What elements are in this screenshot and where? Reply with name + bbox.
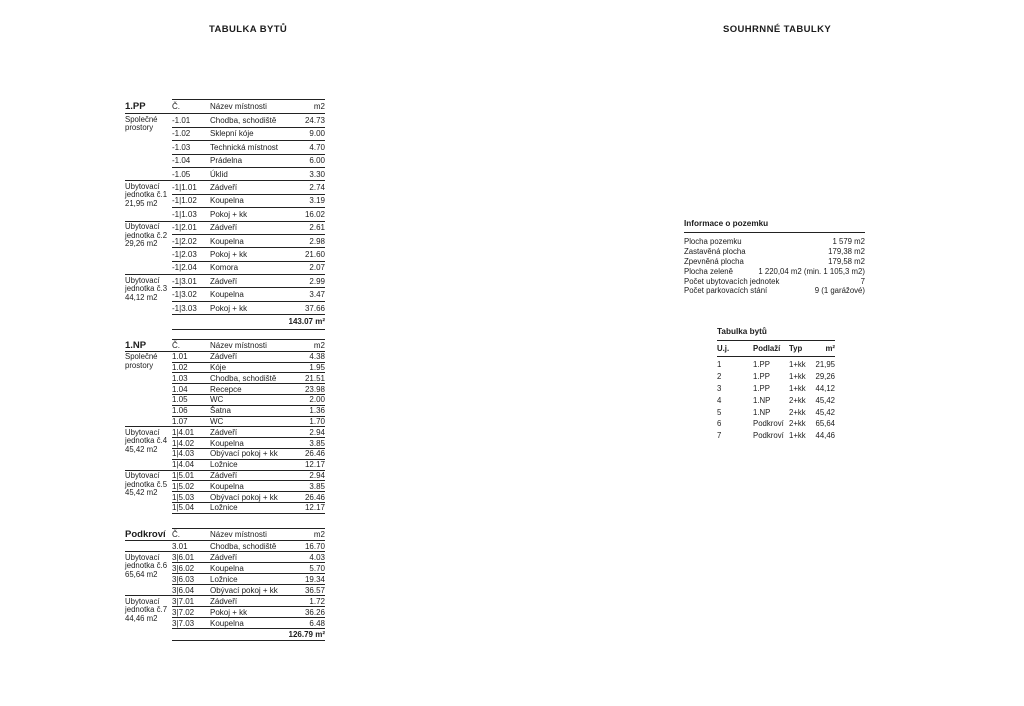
unit-area: 29,26 [815, 372, 835, 382]
room-number: 3|6.03 [172, 574, 195, 584]
room-name: WC [210, 416, 224, 426]
floor-name: Podkroví [125, 529, 166, 541]
page-title-summary: SOUHRNNÉ TABULKY [723, 24, 832, 35]
room-row [172, 222, 325, 235]
room-row [172, 248, 325, 261]
room-area: 2.94 [309, 470, 325, 480]
room-area: 37.66 [304, 303, 325, 313]
room-number: 1|5.01 [172, 470, 195, 480]
room-area: 1.72 [309, 596, 325, 606]
room-row [172, 406, 325, 417]
land-info-label: Plocha pozemku [684, 237, 742, 247]
section-label [125, 275, 172, 314]
room-number: -1|1.02 [172, 196, 197, 206]
col-header-type: Typ [789, 344, 803, 353]
room-number: 1|5.02 [172, 481, 195, 491]
section-label-line: Společné [125, 352, 158, 362]
room-number: 3|7.01 [172, 596, 195, 606]
room-row [172, 168, 325, 180]
land-info-label: Zpevněná plocha [684, 256, 744, 266]
room-row [172, 503, 325, 513]
room-area: 2.07 [309, 263, 325, 273]
room-name: Technická místnost [210, 142, 279, 152]
room-number: -1|3.03 [172, 303, 197, 313]
room-area: 1.70 [309, 416, 325, 426]
land-info-row [684, 276, 865, 286]
room-number: -1.02 [172, 129, 191, 139]
room-number: 1.07 [172, 416, 188, 426]
unit-area: 44,12 [815, 383, 835, 393]
room-row [172, 471, 325, 482]
room-area: 4.03 [309, 552, 325, 562]
room-section [125, 470, 325, 513]
section-label-line: Ubytovací [125, 275, 160, 285]
room-area: 12.17 [304, 503, 325, 513]
room-row [172, 460, 325, 470]
section-label-line: prostory [125, 360, 154, 370]
col-header-number: Č. [172, 102, 180, 112]
room-area: 4.38 [309, 352, 325, 362]
section-label-line: Ubytovací [125, 552, 160, 562]
col-header-room-name: Název místnosti [210, 102, 267, 112]
room-number: 3|6.04 [172, 585, 195, 595]
section-label-line: Ubytovací [125, 471, 160, 481]
land-info-value: 179,58 m2 [828, 256, 865, 266]
room-section [125, 274, 325, 314]
room-area: 21.51 [304, 373, 325, 383]
unit-area: 65,64 [815, 419, 835, 429]
room-number: 3.01 [172, 541, 188, 551]
unit-storey: 1.PP [753, 360, 770, 370]
room-number: -1|1.01 [172, 183, 197, 193]
col-header-unit: U.j. [717, 344, 730, 353]
room-name: Kóje [210, 362, 227, 372]
room-row [172, 141, 325, 154]
land-info-value: 179,38 m2 [828, 247, 865, 257]
unit-type: 1+kk [789, 372, 806, 382]
room-area: 23.98 [304, 384, 325, 394]
units-table-title: Tabulka bytů [717, 327, 835, 341]
unit-storey: 1.PP [753, 383, 770, 393]
room-area: 2.74 [309, 183, 325, 193]
room-area: 26.46 [304, 492, 325, 502]
section-label [125, 114, 172, 180]
units-table-rows [717, 359, 835, 442]
room-number: 1|5.04 [172, 503, 195, 513]
room-name: Obývací pokoj + kk [210, 449, 278, 459]
room-area: 3.30 [309, 169, 325, 179]
room-area: 36.57 [304, 585, 325, 595]
room-area: 21.60 [304, 249, 325, 259]
room-number: 1|5.03 [172, 492, 195, 502]
room-section [125, 551, 325, 595]
section-label-line: 29,26 m2 [125, 239, 158, 249]
col-header-number: Č. [172, 340, 180, 350]
room-number: -1.05 [172, 169, 191, 179]
unit-number: 1 [717, 360, 722, 370]
room-row [172, 181, 325, 194]
unit-row [717, 371, 835, 383]
unit-type: 1+kk [789, 360, 806, 370]
room-row [172, 128, 325, 141]
room-area: 3.19 [309, 196, 325, 206]
section-rows [172, 222, 325, 275]
column-headers [172, 528, 325, 540]
room-section [125, 541, 325, 551]
room-number: 1.05 [172, 395, 188, 405]
section-label [125, 471, 172, 513]
room-name: Zádveří [210, 470, 238, 480]
units-table-header [717, 341, 835, 357]
room-area: 3.85 [309, 481, 325, 491]
room-row [172, 373, 325, 384]
room-area: 2.98 [309, 236, 325, 246]
room-area: 36.26 [304, 607, 325, 617]
room-row [172, 449, 325, 460]
land-info-label: Počet parkovacích stání [684, 286, 768, 296]
table-closing-line [172, 513, 325, 514]
col-header-area: m2 [313, 530, 325, 539]
section-label [125, 596, 172, 628]
section-label-line: 65,64 m2 [125, 569, 158, 579]
room-row [172, 262, 325, 274]
room-area: 24.73 [304, 116, 325, 126]
room-area: 12.17 [304, 460, 325, 470]
room-name: Zádveří [210, 596, 238, 606]
section-label-line: Ubytovací [125, 596, 160, 606]
room-name: Koupelna [210, 236, 244, 246]
unit-storey: Podkroví [753, 419, 784, 429]
section-label-line: jednotka č.3 [125, 284, 168, 294]
unit-type: 2+kk [789, 419, 806, 429]
room-name: Pokoj + kk [210, 249, 248, 259]
unit-number: 3 [717, 383, 722, 393]
floor-total-row [172, 628, 325, 641]
room-row [172, 481, 325, 492]
room-name: Chodba, schodiště [210, 373, 277, 383]
room-section [125, 114, 325, 180]
unit-storey: Podkroví [753, 431, 784, 441]
room-section [125, 426, 325, 469]
land-info-title: Informace o pozemku [684, 219, 865, 233]
room-number: -1|2.03 [172, 249, 197, 259]
room-row [172, 384, 325, 395]
room-name: Koupelna [210, 563, 244, 573]
col-header-room-name: Název místnosti [210, 530, 267, 539]
room-area: 9.00 [309, 129, 325, 139]
room-number: 3|7.03 [172, 618, 195, 628]
room-name: Pokoj + kk [210, 209, 248, 219]
room-row [172, 302, 325, 314]
room-number: -1.03 [172, 142, 191, 152]
room-area: 3.85 [309, 438, 325, 448]
room-row [172, 275, 325, 288]
room-row [172, 417, 325, 427]
room-name: Šatna [210, 406, 231, 416]
room-number: 1.04 [172, 384, 188, 394]
section-label [125, 427, 172, 469]
room-row [172, 427, 325, 438]
room-name: Zádveří [210, 223, 238, 233]
column-headers [172, 339, 325, 351]
room-name: Chodba, schodiště [210, 116, 277, 126]
unit-type: 1+kk [789, 383, 806, 393]
room-area: 2.00 [309, 395, 325, 405]
section-label-line: jednotka č.1 [125, 190, 168, 200]
section-label-line: 44,46 m2 [125, 613, 158, 623]
section-rows [172, 114, 325, 180]
room-number: 1.02 [172, 362, 188, 372]
room-row [172, 596, 325, 607]
unit-type: 2+kk [789, 407, 806, 417]
section-label-line: jednotka č.5 [125, 479, 168, 489]
room-number: -1.01 [172, 116, 191, 126]
page-title-apartments: TABULKA BYTŮ [209, 24, 288, 35]
room-row [172, 563, 325, 574]
section-label-line: Společné [125, 114, 158, 124]
col-header-area: m2 [313, 102, 325, 112]
col-header-m2: m² [825, 344, 835, 353]
section-label-line: 45,42 m2 [125, 488, 158, 498]
room-row [172, 235, 325, 248]
land-info-label: Počet ubytovacích jednotek [684, 276, 780, 286]
land-info-row [684, 286, 865, 296]
unit-storey: 1.PP [753, 372, 770, 382]
room-section [125, 180, 325, 220]
land-info-row [684, 257, 865, 267]
room-number: 3|6.01 [172, 552, 195, 562]
unit-storey: 1.NP [753, 407, 771, 417]
unit-number: 4 [717, 395, 722, 405]
room-name: Zádveří [210, 352, 238, 362]
section-rows [172, 352, 325, 427]
room-number: 3|7.02 [172, 607, 195, 617]
section-label-line: 44,12 m2 [125, 292, 158, 302]
room-row [172, 352, 325, 363]
land-info-value: 9 (1 garážové) [814, 286, 865, 296]
unit-area: 45,42 [815, 407, 835, 417]
unit-storey: 1.NP [753, 395, 771, 405]
floor-name: 1.PP [125, 101, 146, 113]
col-header-storey: Podlaží [753, 344, 781, 353]
section-label-line: jednotka č.6 [125, 561, 168, 571]
unit-row [717, 430, 835, 442]
col-header-area: m2 [313, 340, 325, 350]
room-row [172, 574, 325, 585]
room-area: 5.70 [309, 563, 325, 573]
unit-number: 6 [717, 419, 722, 429]
unit-type: 2+kk [789, 395, 806, 405]
room-area: 1.36 [309, 406, 325, 416]
room-number: 1|4.01 [172, 427, 195, 437]
section-label-line: Ubytovací [125, 427, 160, 437]
room-row [172, 492, 325, 503]
section-label [125, 352, 172, 427]
land-info-label: Zastavěná plocha [684, 247, 746, 257]
room-name: Komora [210, 263, 239, 273]
room-name: Ložnice [210, 503, 238, 513]
room-name: Pokoj + kk [210, 303, 248, 313]
section-label [125, 552, 172, 595]
room-row [172, 585, 325, 595]
land-info-value: 1 579 m2 [832, 237, 865, 247]
land-info-rows [684, 237, 865, 296]
room-row [172, 114, 325, 127]
room-row [172, 618, 325, 628]
room-number: -1|3.01 [172, 276, 197, 286]
room-area: 6.00 [309, 156, 325, 166]
section-label-line: jednotka č.4 [125, 436, 168, 446]
unit-area: 21,95 [815, 360, 835, 370]
room-row [172, 195, 325, 208]
column-headers [172, 99, 325, 113]
land-info-row [684, 247, 865, 257]
room-name: Sklepní kóje [210, 129, 254, 139]
room-name: Zádveří [210, 552, 238, 562]
unit-row [717, 406, 835, 418]
room-name: Koupelna [210, 196, 244, 206]
room-section [125, 221, 325, 275]
land-info-label: Plocha zeleně [684, 266, 733, 276]
room-name: Zádveří [210, 427, 238, 437]
room-name: Koupelna [210, 618, 244, 628]
room-area: 4.70 [309, 142, 325, 152]
room-number: 1.03 [172, 373, 188, 383]
room-name: Zádveří [210, 276, 238, 286]
col-header-number: Č. [172, 530, 180, 539]
land-info-table [684, 219, 865, 296]
room-name: Koupelna [210, 290, 244, 300]
room-section [125, 595, 325, 628]
room-number: -1|1.03 [172, 209, 197, 219]
room-name: Koupelna [210, 481, 244, 491]
room-name: Recepce [210, 384, 242, 394]
room-number: -1.04 [172, 156, 191, 166]
room-name: Obývací pokoj + kk [210, 585, 278, 595]
room-section [125, 352, 325, 427]
room-number: -1|2.02 [172, 236, 197, 246]
unit-row [717, 394, 835, 406]
section-rows [172, 552, 325, 595]
room-area: 16.70 [304, 541, 325, 551]
floor-total-area: 126.79 m² [288, 630, 325, 639]
room-number: -1|2.04 [172, 263, 197, 273]
section-label-line: Ubytovací [125, 181, 160, 191]
room-name: Úklid [210, 169, 228, 179]
room-row [172, 363, 325, 374]
section-rows [172, 541, 325, 551]
land-info-row [684, 266, 865, 276]
floor-table [125, 339, 325, 514]
section-rows [172, 427, 325, 469]
room-area: 19.34 [304, 574, 325, 584]
floor-name: 1.NP [125, 340, 147, 352]
unit-type: 1+kk [789, 431, 806, 441]
room-area: 3.47 [309, 290, 325, 300]
room-area: 6.48 [309, 618, 325, 628]
room-name: Koupelna [210, 438, 244, 448]
room-number: 1.06 [172, 406, 188, 416]
room-area: 2.61 [309, 223, 325, 233]
room-number: 1|4.03 [172, 449, 195, 459]
unit-number: 2 [717, 372, 722, 382]
section-label-line: Ubytovací [125, 222, 160, 232]
room-row [172, 288, 325, 301]
room-name: Prádelna [210, 156, 243, 166]
room-name: Pokoj + kk [210, 607, 248, 617]
room-name: Obývací pokoj + kk [210, 492, 278, 502]
unit-row [717, 383, 835, 395]
section-rows [172, 275, 325, 314]
room-area: 16.02 [304, 209, 325, 219]
room-row [172, 395, 325, 406]
room-name: Chodba, schodiště [210, 541, 277, 551]
section-rows [172, 596, 325, 628]
room-row [172, 155, 325, 168]
room-row [172, 607, 325, 618]
section-rows [172, 471, 325, 513]
room-number: 1|4.02 [172, 438, 195, 448]
unit-area: 44,46 [815, 431, 835, 441]
col-header-room-name: Název místnosti [210, 340, 267, 350]
land-info-value: 7 [860, 276, 865, 286]
section-label [125, 222, 172, 275]
room-area: 2.99 [309, 276, 325, 286]
unit-area: 45,42 [815, 395, 835, 405]
section-label-line: jednotka č.2 [125, 230, 168, 240]
room-name: Zádveří [210, 183, 238, 193]
section-label [125, 181, 172, 220]
land-info-value: 1 220,04 m2 (min. 1 105,3 m2) [758, 266, 865, 276]
room-area: 26.46 [304, 449, 325, 459]
floor-total-row [172, 314, 325, 329]
floor-table-header [125, 99, 325, 114]
room-number: 3|6.02 [172, 563, 195, 573]
room-name: Ložnice [210, 460, 238, 470]
floor-table [125, 99, 325, 330]
room-name: WC [210, 395, 224, 405]
unit-number: 7 [717, 431, 722, 441]
room-area: 1.95 [309, 362, 325, 372]
room-number: 1|4.04 [172, 460, 195, 470]
room-number: -1|3.02 [172, 290, 197, 300]
unit-number: 5 [717, 407, 722, 417]
section-label-line: 21,95 m2 [125, 199, 158, 209]
units-summary-table [717, 327, 835, 442]
floor-table-header [125, 339, 325, 352]
section-label-line: jednotka č.7 [125, 605, 168, 615]
section-label-line: 45,42 m2 [125, 445, 158, 455]
floor-table-header [125, 528, 325, 541]
room-number: -1|2.01 [172, 223, 197, 233]
room-number: 1.01 [172, 352, 188, 362]
section-rows [172, 181, 325, 220]
section-label-line: prostory [125, 123, 154, 133]
floor-total-area: 143.07 m² [288, 317, 325, 327]
section-label [125, 541, 172, 551]
unit-row [717, 418, 835, 430]
room-row [172, 438, 325, 449]
floor-table [125, 528, 325, 641]
room-name: Ložnice [210, 574, 238, 584]
room-row [172, 208, 325, 220]
room-row [172, 552, 325, 563]
land-info-row [684, 237, 865, 247]
room-row [172, 541, 325, 551]
unit-row [717, 359, 835, 371]
room-area: 2.94 [309, 427, 325, 437]
